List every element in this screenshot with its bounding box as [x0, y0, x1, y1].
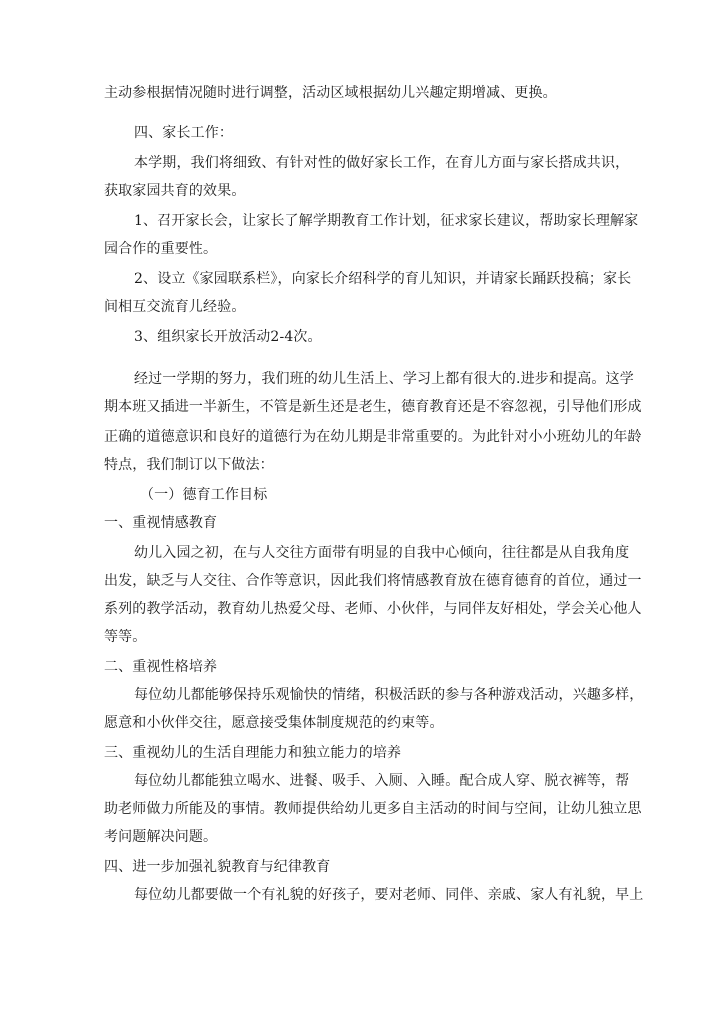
paragraph-line: 主动参根据情况随时进行调整，活动区域根据幼儿兴趣定期增减、更换。 — [104, 85, 557, 101]
paragraph-line: 考问题解决问题。 — [104, 829, 218, 845]
paragraph-line: 2、设立《家园联系栏》，向家长介绍科学的育儿知识，并请家长踊跃投稿；家长 — [134, 271, 632, 287]
section-heading: 四、进一步加强礼貌教育与纪律教育 — [104, 859, 331, 875]
paragraph-line: 出发，缺乏与人交往、合作等意识，因此我们将情感教育放在德育德育的首位，通过一 — [104, 573, 642, 589]
section-heading: 四、家长工作： — [134, 125, 234, 141]
paragraph-line: 获取家园共育的效果。 — [104, 183, 246, 199]
paragraph-line: 每位幼儿都能独立喝水、进餐、吸手、入厕、入睡。配合成人穿、脱衣裤等，帮 — [134, 773, 630, 789]
section-heading: 二、重视性格培养 — [104, 659, 218, 675]
paragraph-line: 每位幼儿都要做一个有礼貌的好孩子，要对老师、同伴、亲戚、家人有礼貌，早上 — [134, 887, 644, 903]
paragraph-line: 园合作的重要性。 — [104, 241, 218, 257]
paragraph-line: 本学期，我们将细致、有针对性的做好家长工作，在育儿方面与家长搭成共识， — [134, 155, 630, 171]
paragraph-line: 助老师做力所能及的事情。教师提供给幼儿更多自主活动的时间与空间，让幼儿独立思 — [104, 801, 642, 817]
paragraph-line: 特点，我们制订以下做法： — [104, 457, 274, 473]
paragraph-line: 每位幼儿都能够保持乐观愉快的情绪，积极活跃的参与各种游戏活动，兴趣多样， — [134, 687, 644, 703]
section-heading: 一、重视情感教育 — [104, 515, 218, 531]
paragraph-line: 经过一学期的努力，我们班的幼儿生活上、学习上都有很大的.进步和提高。这学 — [134, 371, 634, 387]
paragraph-line: 正确的道德意识和良好的道德行为在幼儿期是非常重要的。为此针对小小班幼儿的年龄 — [104, 429, 642, 445]
paragraph-line: 间相互交流育儿经验。 — [104, 299, 246, 315]
paragraph-line: 系列的教学活动，教育幼儿热爱父母、老师、小伙伴，与同伴友好相处，学会关心他人 — [104, 601, 642, 617]
paragraph-line: 幼儿入园之初，在与人交往方面带有明显的自我中心倾向，往往都是从自我角度 — [134, 545, 630, 561]
paragraph-line: 期本班又插进一半新生，不管是新生还是老生，德育教育还是不容忽视，引导他们形成 — [104, 399, 642, 415]
paragraph-line: 1、召开家长会，让家长了解学期教育工作计划，征求家长建议，帮助家长理解家 — [134, 213, 639, 229]
paragraph-line: 等等。 — [104, 629, 147, 645]
paragraph-line: 3、组织家长开放活动2-4次。 — [134, 329, 322, 345]
section-heading: （一）德育工作目标 — [140, 487, 268, 503]
paragraph-line: 愿意和小伙伴交往，愿意接受集体制度规范的约束等。 — [104, 715, 444, 731]
section-heading: 三、重视幼儿的生活自理能力和独立能力的培养 — [104, 745, 402, 761]
